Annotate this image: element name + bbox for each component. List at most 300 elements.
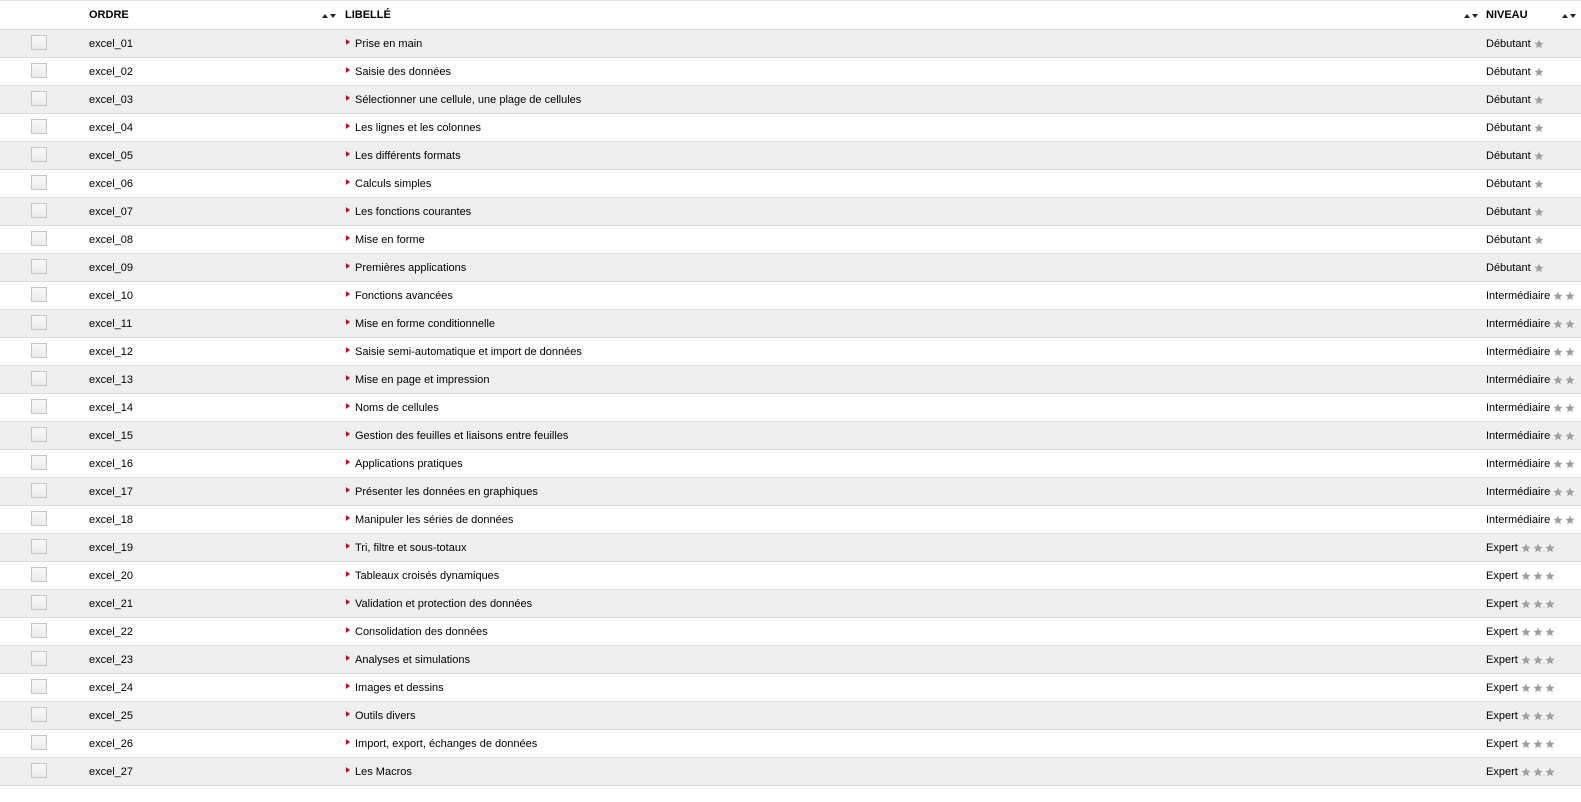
chevron-right-icon [346,767,350,773]
level-label: Expert [1486,766,1518,778]
cell-ordre: excel_01 [89,38,134,50]
star-icon [1534,123,1544,133]
level-label: Débutant [1486,150,1531,162]
cell-ordre: excel_10 [89,290,134,302]
level-label: Intermédiaire [1486,374,1551,386]
level-label: Intermédiaire [1486,458,1551,470]
level-stars [1521,767,1557,777]
table-row[interactable] [0,198,1581,226]
level-stars [1553,515,1577,525]
cell-niveau [1486,170,1546,198]
chevron-right-icon [346,711,350,717]
row-checkbox[interactable] [31,119,47,134]
cell-libelle[interactable] [346,506,513,534]
star-icon [1533,767,1543,777]
star-icon [1553,347,1563,357]
star-icon [1565,375,1575,385]
row-checkbox[interactable] [31,91,47,106]
row-checkbox[interactable] [31,763,47,778]
chevron-right-icon [346,683,350,689]
star-icon [1553,431,1563,441]
lesson-link[interactable]: Tri, filtre et sous-totaux [355,542,467,554]
cell-libelle[interactable] [346,674,444,702]
row-checkbox[interactable] [31,231,47,246]
cell-niveau [1486,310,1577,338]
star-icon [1534,95,1544,105]
star-icon [1545,571,1555,581]
cell-libelle[interactable] [346,366,490,394]
star-icon [1521,739,1531,749]
level-stars [1553,431,1577,441]
star-icon [1565,515,1575,525]
cell-libelle[interactable] [346,646,470,674]
level-label: Intermédiaire [1486,514,1551,526]
lesson-link[interactable]: Les Macros [355,766,412,778]
lesson-link[interactable]: Mise en forme [355,234,425,246]
lesson-link[interactable]: Mise en forme conditionnelle [355,318,496,330]
level-label: Débutant [1486,122,1531,134]
level-label: Débutant [1486,206,1531,218]
sort-up-down-icon[interactable] [1463,11,1479,21]
lesson-link[interactable]: Sélectionner une cellule, une plage de cellules [355,94,582,106]
cell-ordre: excel_05 [89,150,134,162]
chevron-right-icon [346,375,350,381]
cell-ordre: excel_09 [89,262,134,274]
cell-ordre: excel_20 [89,570,134,582]
chevron-right-icon [346,655,350,661]
cell-ordre: excel_27 [89,766,134,778]
chevron-right-icon [346,95,350,101]
cell-libelle[interactable] [346,422,568,450]
level-stars [1534,263,1546,273]
cell-ordre: excel_22 [89,626,134,638]
chevron-right-icon [346,263,350,269]
star-icon [1565,291,1575,301]
row-checkbox[interactable] [31,427,47,442]
lesson-link[interactable]: Import, export, échanges de données [355,738,538,750]
level-label: Intermédiaire [1486,486,1551,498]
lesson-link[interactable]: Prise en main [355,38,423,50]
star-icon [1534,207,1544,217]
star-icon [1534,151,1544,161]
cell-libelle[interactable] [346,478,538,506]
chevron-right-icon [346,347,350,353]
cell-libelle[interactable] [346,282,453,310]
cell-ordre: excel_16 [89,458,134,470]
cell-niveau [1486,142,1546,170]
table-row[interactable] [0,730,1581,758]
cell-niveau [1486,450,1577,478]
star-icon [1533,599,1543,609]
level-stars [1534,67,1546,77]
cell-libelle[interactable] [346,254,466,282]
star-icon [1533,571,1543,581]
cell-libelle[interactable] [346,226,425,254]
level-stars [1553,459,1577,469]
lesson-link[interactable]: Applications pratiques [355,458,463,470]
star-icon [1521,627,1531,637]
row-checkbox[interactable] [31,455,47,470]
star-icon [1553,403,1563,413]
level-stars [1534,123,1546,133]
cell-niveau [1486,702,1557,730]
lesson-link[interactable]: Validation et protection des données [355,598,533,610]
star-icon [1521,571,1531,581]
table-row[interactable] [0,702,1581,730]
cell-libelle[interactable] [346,394,439,422]
cell-niveau [1486,506,1577,534]
table-row[interactable] [0,618,1581,646]
table-row[interactable] [0,58,1581,86]
level-label: Intermédiaire [1486,430,1551,442]
cell-ordre: excel_07 [89,206,134,218]
star-icon [1565,319,1575,329]
level-label: Intermédiaire [1486,290,1551,302]
row-checkbox[interactable] [31,63,47,78]
star-icon [1534,67,1544,77]
cell-libelle[interactable] [346,30,422,58]
cell-libelle[interactable] [346,618,488,646]
row-checkbox[interactable] [31,147,47,162]
cell-libelle[interactable] [346,758,412,786]
row-checkbox[interactable] [31,511,47,526]
chevron-right-icon [346,207,350,213]
level-label: Expert [1486,626,1518,638]
level-label: Débutant [1486,38,1531,50]
level-label: Intermédiaire [1486,346,1551,358]
table-row[interactable] [0,422,1581,450]
cell-ordre: excel_15 [89,430,134,442]
level-label: Expert [1486,654,1518,666]
chevron-right-icon [346,67,350,73]
star-icon [1521,543,1531,553]
level-stars [1534,95,1546,105]
chevron-right-icon [346,151,350,157]
star-icon [1553,319,1563,329]
row-checkbox[interactable] [31,539,47,554]
star-icon [1545,627,1555,637]
table-row[interactable] [0,394,1581,422]
lesson-link[interactable]: Analyses et simulations [355,654,470,666]
lesson-link[interactable]: Calculs simples [355,178,432,190]
row-checkbox[interactable] [31,35,47,50]
table-row[interactable] [0,310,1581,338]
column-header-libelle[interactable]: LIBELLÉ [345,9,391,21]
star-icon [1534,235,1544,245]
lesson-link[interactable]: Saisie des données [355,66,452,78]
level-stars [1534,207,1546,217]
sort-up-down-icon[interactable] [1561,11,1577,21]
row-checkbox[interactable] [31,623,47,638]
row-checkbox[interactable] [31,679,47,694]
table-row[interactable] [0,86,1581,114]
level-stars [1553,403,1577,413]
cell-libelle[interactable] [346,338,582,366]
table-row[interactable] [0,450,1581,478]
star-icon [1545,655,1555,665]
cell-libelle[interactable] [346,198,471,226]
cell-ordre: excel_04 [89,122,134,134]
chevron-right-icon [346,319,350,325]
table-row[interactable] [0,114,1581,142]
row-checkbox[interactable] [31,175,47,190]
cell-ordre: excel_02 [89,66,134,78]
row-checkbox[interactable] [31,259,47,274]
cell-libelle[interactable] [346,450,463,478]
star-icon [1553,375,1563,385]
chevron-right-icon [346,123,350,129]
level-stars [1553,487,1577,497]
row-checkbox[interactable] [31,203,47,218]
cell-ordre: excel_03 [89,94,134,106]
lesson-link[interactable]: Fonctions avancées [355,290,453,302]
cell-niveau [1486,86,1546,114]
cell-niveau [1486,562,1557,590]
star-icon [1534,39,1544,49]
chevron-right-icon [346,403,350,409]
star-icon [1521,683,1531,693]
row-checkbox[interactable] [31,651,47,666]
cell-niveau [1486,198,1546,226]
star-icon [1565,403,1575,413]
cell-libelle[interactable] [346,590,532,618]
star-icon [1545,599,1555,609]
cell-ordre: excel_23 [89,654,134,666]
star-icon [1533,627,1543,637]
row-checkbox[interactable] [31,595,47,610]
cell-libelle[interactable] [346,730,537,758]
level-label: Débutant [1486,234,1531,246]
cell-libelle[interactable] [346,534,466,562]
cell-niveau [1486,646,1557,674]
level-label: Expert [1486,542,1518,554]
cell-niveau [1486,758,1557,786]
star-icon [1521,599,1531,609]
level-stars [1553,347,1577,357]
table-row[interactable] [0,506,1581,534]
level-label: Débutant [1486,178,1531,190]
cell-niveau [1486,674,1557,702]
level-stars [1553,319,1577,329]
star-icon [1545,767,1555,777]
lesson-link[interactable]: Outils divers [355,710,416,722]
level-label: Expert [1486,598,1518,610]
star-icon [1553,291,1563,301]
cell-libelle[interactable] [346,170,431,198]
lesson-link[interactable]: Manipuler les séries de données [355,514,514,526]
lesson-link[interactable]: Consolidation des données [355,626,488,638]
chevron-right-icon [346,459,350,465]
cell-niveau [1486,478,1577,506]
column-header-ordre[interactable]: ORDRE [89,9,129,21]
row-checkbox[interactable] [31,567,47,582]
level-label: Expert [1486,738,1518,750]
lesson-link[interactable]: Présenter les données en graphiques [355,486,538,498]
column-header-niveau[interactable]: NIVEAU [1486,9,1528,21]
row-checkbox[interactable] [31,371,47,386]
table-body [0,30,1581,786]
star-icon [1553,515,1563,525]
table-row[interactable] [0,282,1581,310]
table-header [0,1,1581,30]
cell-niveau [1486,254,1546,282]
cell-ordre: excel_12 [89,346,134,358]
row-checkbox[interactable] [31,707,47,722]
cell-libelle[interactable] [346,142,461,170]
table-row[interactable] [0,590,1581,618]
cell-libelle[interactable] [346,114,481,142]
star-icon [1545,683,1555,693]
level-stars [1534,235,1546,245]
lesson-link[interactable]: Saisie semi-automatique et import de données [355,346,582,358]
level-stars [1521,739,1557,749]
row-checkbox[interactable] [31,735,47,750]
level-stars [1521,683,1557,693]
cell-ordre: excel_19 [89,542,134,554]
level-label: Expert [1486,682,1518,694]
cell-niveau [1486,422,1577,450]
cell-niveau [1486,30,1546,58]
level-label: Intermédiaire [1486,318,1551,330]
level-stars [1521,543,1557,553]
table-row[interactable] [0,254,1581,282]
lesson-link[interactable]: Mise en page et impression [355,374,490,386]
level-stars [1534,179,1546,189]
star-icon [1565,347,1575,357]
star-icon [1545,711,1555,721]
cell-libelle[interactable] [346,86,581,114]
level-stars [1553,291,1577,301]
level-stars [1521,711,1557,721]
lesson-link[interactable]: Les différents formats [355,150,461,162]
cell-ordre: excel_08 [89,234,134,246]
table-row[interactable] [0,170,1581,198]
cell-ordre: excel_14 [89,402,134,414]
chevron-right-icon [346,291,350,297]
level-label: Expert [1486,570,1518,582]
chevron-right-icon [346,571,350,577]
cell-niveau [1486,226,1546,254]
lesson-link[interactable]: Noms de cellules [355,402,439,414]
cell-niveau [1486,58,1546,86]
cell-niveau [1486,282,1577,310]
cell-ordre: excel_26 [89,738,134,750]
cell-ordre: excel_17 [89,486,134,498]
row-checkbox[interactable] [31,287,47,302]
level-stars [1534,151,1546,161]
lesson-link[interactable]: Tableaux croisés dynamiques [355,570,500,582]
chevron-right-icon [346,235,350,241]
star-icon [1553,459,1563,469]
star-icon [1533,543,1543,553]
level-label: Expert [1486,710,1518,722]
cell-libelle[interactable] [346,702,416,730]
lesson-link[interactable]: Gestion des feuilles et liaisons entre feuilles [355,430,569,442]
cell-libelle[interactable] [346,562,499,590]
level-label: Débutant [1486,262,1531,274]
level-stars [1521,571,1557,581]
row-checkbox[interactable] [31,483,47,498]
star-icon [1521,767,1531,777]
level-label: Débutant [1486,66,1531,78]
cell-ordre: excel_24 [89,682,134,694]
cell-ordre: excel_25 [89,710,134,722]
lesson-link[interactable]: Les fonctions courantes [355,206,472,218]
star-icon [1565,487,1575,497]
cell-ordre: excel_21 [89,598,134,610]
chevron-right-icon [346,739,350,745]
star-icon [1533,683,1543,693]
row-checkbox[interactable] [31,315,47,330]
table-row[interactable] [0,478,1581,506]
chevron-right-icon [346,431,350,437]
table-row[interactable] [0,30,1581,58]
table-row[interactable] [0,226,1581,254]
lesson-link[interactable]: Images et dessins [355,682,444,694]
cell-ordre: excel_11 [89,318,133,330]
table-row[interactable] [0,674,1581,702]
cell-niveau [1486,114,1546,142]
table-row[interactable] [0,646,1581,674]
chevron-right-icon [346,515,350,521]
sort-up-down-icon[interactable] [321,11,337,21]
chevron-right-icon [346,39,350,45]
cell-niveau [1486,590,1557,618]
cell-niveau [1486,338,1577,366]
chevron-right-icon [346,543,350,549]
table-row[interactable] [0,534,1581,562]
star-icon [1533,655,1543,665]
lesson-link[interactable]: Premières applications [355,262,467,274]
level-stars [1553,375,1577,385]
cell-niveau [1486,394,1577,422]
lesson-link[interactable]: Les lignes et les colonnes [355,122,481,134]
cell-ordre: excel_18 [89,514,134,526]
chevron-right-icon [346,599,350,605]
star-icon [1565,431,1575,441]
level-stars [1534,39,1546,49]
star-icon [1533,711,1543,721]
chevron-right-icon [346,627,350,633]
chevron-right-icon [346,487,350,493]
cell-ordre: excel_06 [89,178,134,190]
star-icon [1533,739,1543,749]
cell-libelle[interactable] [346,58,451,86]
star-icon [1521,711,1531,721]
cell-niveau [1486,730,1557,758]
table-row[interactable] [0,142,1581,170]
star-icon [1553,487,1563,497]
star-icon [1565,459,1575,469]
table-row[interactable] [0,366,1581,394]
table-row[interactable] [0,562,1581,590]
star-icon [1534,179,1544,189]
cell-libelle[interactable] [346,310,495,338]
cell-niveau [1486,366,1577,394]
level-stars [1521,655,1557,665]
table-row[interactable] [0,338,1581,366]
row-checkbox[interactable] [31,399,47,414]
cell-ordre: excel_13 [89,374,134,386]
level-stars [1521,627,1557,637]
level-stars [1521,599,1557,609]
table-row[interactable] [0,758,1581,786]
row-checkbox[interactable] [31,343,47,358]
star-icon [1545,739,1555,749]
cell-niveau [1486,534,1557,562]
star-icon [1545,543,1555,553]
level-label: Intermédiaire [1486,402,1551,414]
